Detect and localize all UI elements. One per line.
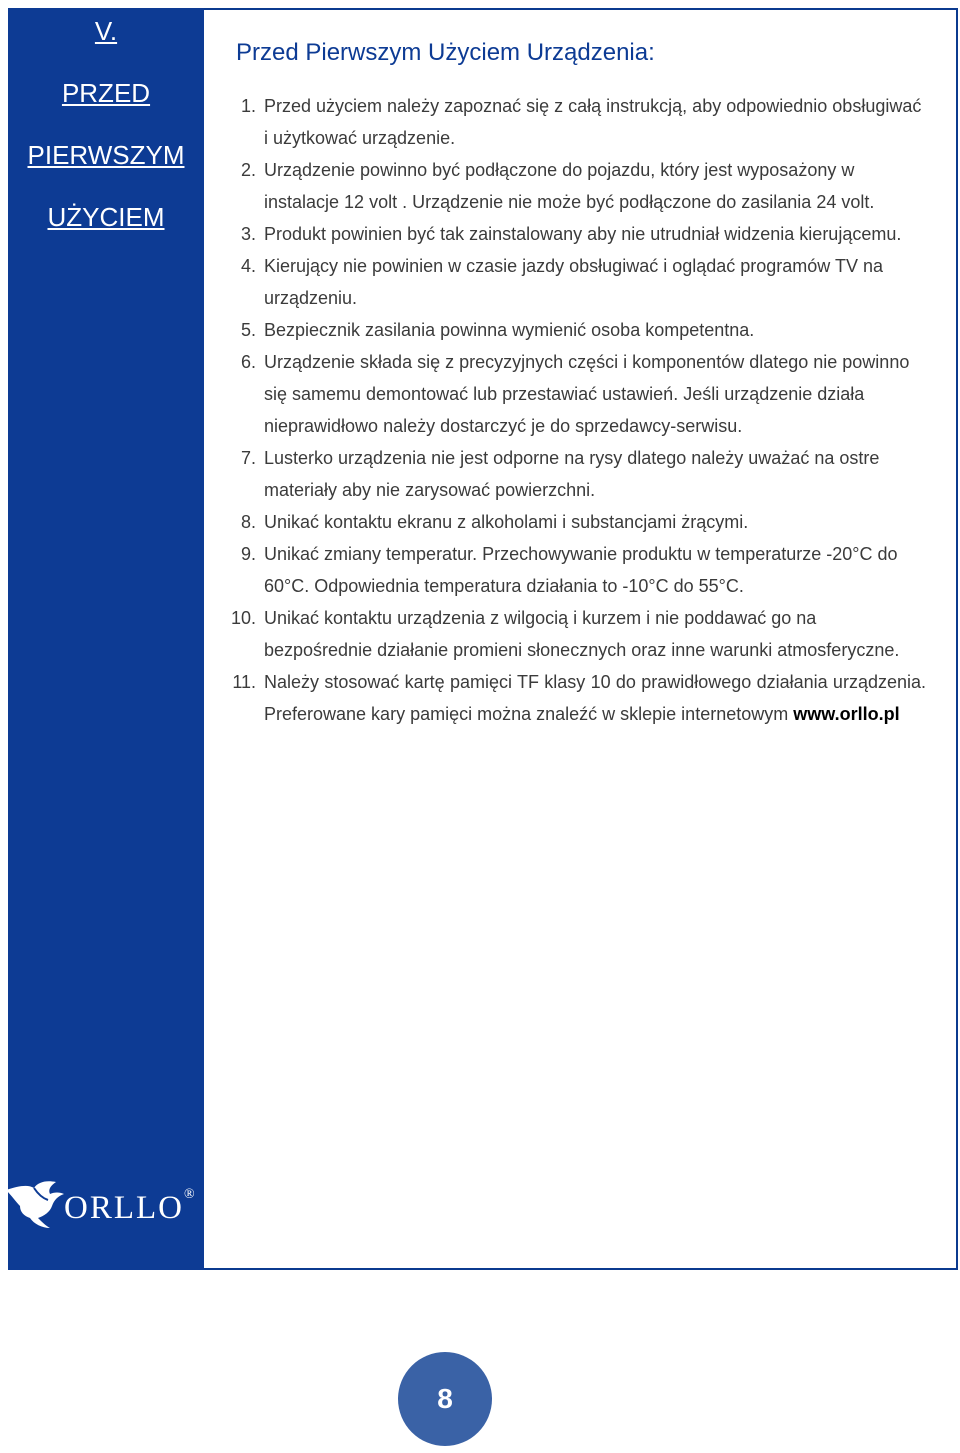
list-item	[236, 90, 926, 154]
list-item	[236, 506, 926, 538]
section-heading	[8, 16, 204, 264]
item-number: 2.	[240, 160, 256, 180]
item-text: Urządzenie składa się z precyzyjnych części i komponentów dlatego nie powinno się samemu demontować lub przestawiać ustawień. Jeśli urządzenie działa nieprawidłowo należy dostarczyć je do sprzedawcy-serwisu.	[264, 352, 910, 436]
item-text-body: Należy stosować kartę pamięci TF klasy 10 do prawidłowego działania urządzenia. Preferowane kary pamięci można znaleźć w sklepie internetowym	[264, 672, 926, 724]
item-number: 4.	[240, 256, 256, 276]
list-item	[232, 666, 926, 730]
page-number: 8	[437, 1383, 453, 1414]
section-heading-line: PRZED	[61, 78, 151, 108]
list-item	[236, 314, 926, 346]
section-number: V.	[94, 16, 118, 46]
item-number: 9.	[240, 544, 256, 564]
page-number-badge	[398, 1352, 492, 1446]
item-text: Unikać kontaktu ekranu z alkoholami i substancjami żrącymi.	[264, 512, 749, 532]
item-number: 1.	[240, 96, 256, 116]
list-item	[230, 602, 926, 666]
list-item	[236, 218, 926, 250]
section-heading-line: UŻYCIEM	[47, 202, 165, 232]
item-number: 7.	[240, 448, 256, 468]
item-text: Produkt powinien być tak zainstalowany aby nie utrudniał widzenia kierującemu.	[264, 224, 902, 244]
instruction-list	[230, 90, 926, 730]
item-number: 6.	[240, 352, 256, 372]
item-text: Przed użyciem należy zapoznać się z całą instrukcją, aby odpowiednio obsługiwać i użytkować urządzenie.	[264, 96, 922, 148]
list-item	[236, 250, 926, 314]
sidebar	[8, 8, 204, 1270]
list-item	[236, 346, 926, 442]
item-text: Unikać zmiany temperatur. Przechowywanie produktu w temperaturze -20°C do 60°C. Odpowiednia temperatura działania to -10°C do 55°C.	[264, 544, 898, 596]
item-text: Lusterko urządzenia nie jest odporne na rysy dlatego należy uważać na ostre materiały aby nie zarysować powierzchni.	[264, 448, 880, 500]
item-number: 8.	[240, 512, 256, 532]
item-number: 3.	[240, 224, 256, 244]
item-text: Unikać kontaktu urządzenia z wilgocią i kurzem i nie poddawać go na bezpośrednie działanie promieni słonecznych oraz inne warunki atmosferyczne.	[264, 608, 900, 660]
list-item	[236, 154, 926, 218]
item-number: 10.	[230, 608, 256, 628]
item-number: 5.	[240, 320, 256, 340]
list-item	[236, 442, 926, 506]
item-text: Kierujący nie powinien w czasie jazdy obsługiwać i oglądać programów TV na urządzeniu.	[264, 256, 883, 308]
item-text	[264, 666, 926, 730]
logo-wordmark: ORLLO	[64, 1190, 184, 1226]
main-content	[230, 36, 926, 730]
page-title: Przed Pierwszym Użyciem Urządzenia:	[236, 39, 655, 66]
list-item	[236, 538, 926, 602]
item-text: Urządzenie powinno być podłączone do pojazdu, który jest wyposażony w instalacje 12 volt . Urządzenie nie może być podłączone do zasilania 24 volt.	[264, 160, 875, 212]
registered-mark: ®	[184, 1187, 195, 1202]
shop-link[interactable]: www.orllo.pl	[793, 704, 900, 724]
item-text: Bezpiecznik zasilania powinna wymienić osoba kompetentna.	[264, 320, 755, 340]
item-number: 11.	[232, 672, 256, 692]
section-heading-line: PIERWSZYM	[27, 140, 185, 170]
